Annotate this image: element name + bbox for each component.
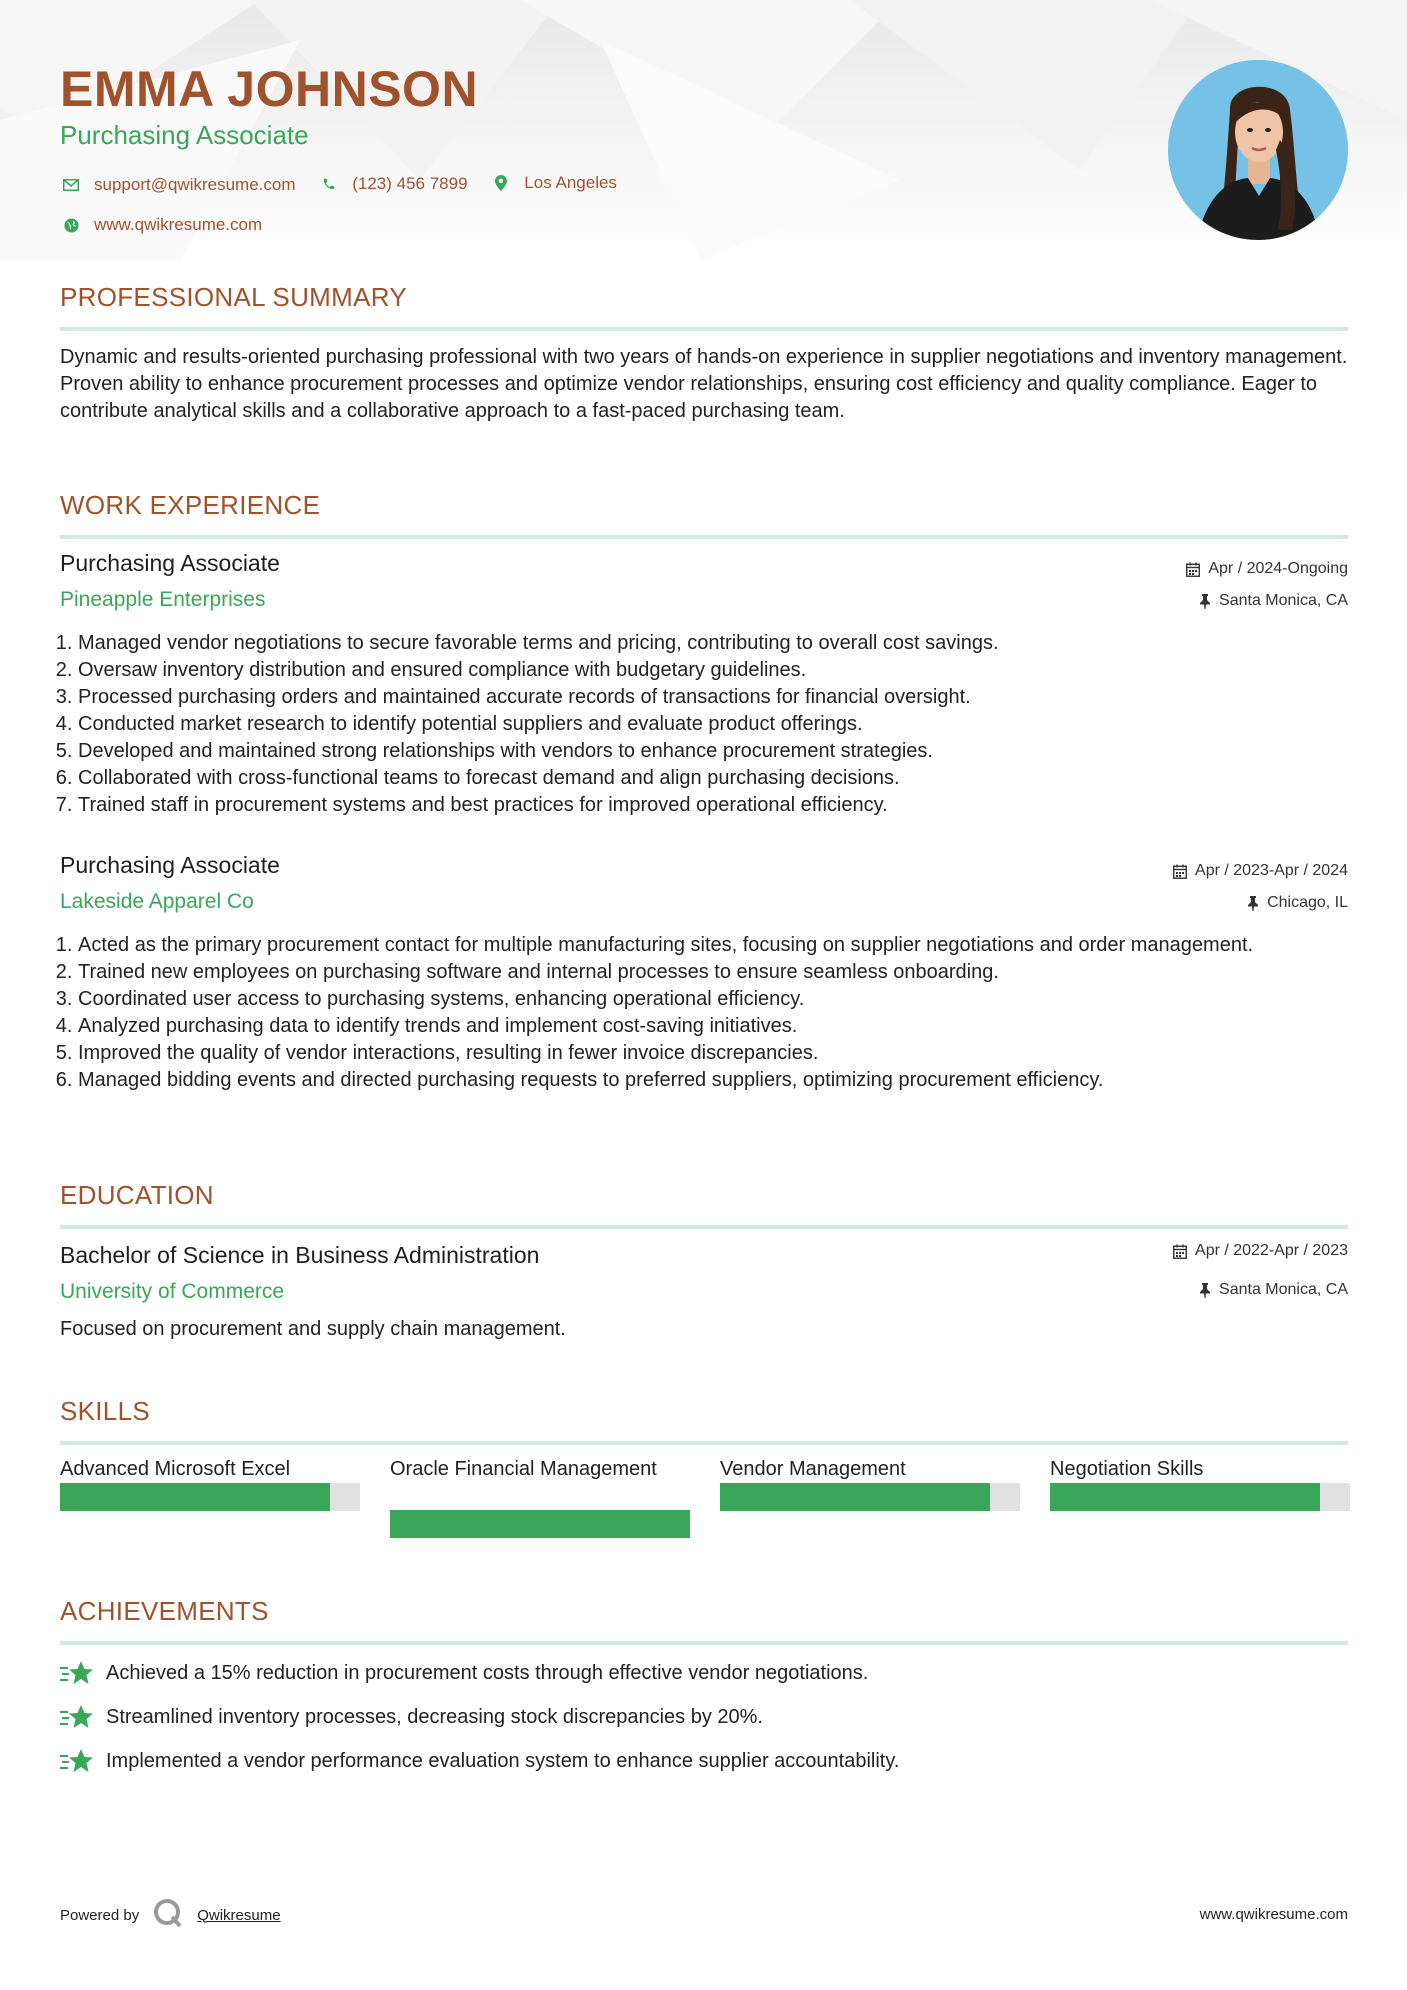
- list-item: 6. Collaborated with cross-functional teams to forecast demand and align purchasing decisions.: [78, 765, 1348, 792]
- education-dates: [1173, 1242, 1348, 1260]
- pushpin-icon: [1247, 896, 1259, 911]
- skill-bar-fill: [1050, 1483, 1320, 1511]
- section-divider: [60, 1225, 1348, 1229]
- email-text: support@qwikresume.com: [94, 175, 296, 194]
- skill-bar: [720, 1483, 1020, 1511]
- summary-section-header: [60, 282, 1348, 331]
- skill-item: [1050, 1456, 1350, 1511]
- location-text: Los Angeles: [524, 173, 617, 192]
- company-name: Lakeside Apparel Co: [60, 890, 254, 913]
- phone-icon: [318, 173, 340, 195]
- achievement-text: Achieved a 15% reduction in procurement costs through effective vendor negotiations.: [106, 1661, 869, 1684]
- website-text: www.qwikresume.com: [94, 215, 263, 234]
- globe-icon: [60, 214, 82, 236]
- contact-row: [60, 172, 635, 196]
- list-item: 4. Analyzed purchasing data to identify trends and implement cost-saving initiatives.: [78, 1013, 1348, 1040]
- list-item: 6. Managed bidding events and directed purchasing requests to preferred suppliers, optimizing procurement efficiency.: [78, 1067, 1348, 1094]
- footer-powered-by: [60, 1898, 281, 1932]
- job-title: Purchasing Associate: [60, 550, 280, 576]
- skill-bar: [1050, 1483, 1350, 1511]
- education-heading: EDUCATION: [60, 1180, 214, 1210]
- education-section-header: [60, 1180, 1348, 1229]
- section-divider: [60, 327, 1348, 331]
- job-location-text: Chicago, IL: [1267, 894, 1348, 911]
- achievement-item: [60, 1746, 899, 1776]
- phone-item[interactable]: [318, 173, 467, 195]
- skill-item: [390, 1456, 690, 1538]
- calendar-icon: [1173, 864, 1187, 879]
- star-badge-icon: [60, 1658, 96, 1688]
- summary-heading: PROFESSIONAL SUMMARY: [60, 282, 407, 312]
- list-item: 7. Trained staff in procurement systems and best practices for improved operational efficiency.: [78, 792, 1348, 819]
- job-dates: [1173, 862, 1348, 880]
- skill-name: Advanced Microsoft Excel: [60, 1458, 291, 1480]
- list-item: 2. Trained new employees on purchasing software and internal processes to ensure seamless onboarding.: [78, 959, 1348, 986]
- skill-bar-fill: [390, 1510, 690, 1538]
- school-name: University of Commerce: [60, 1280, 285, 1303]
- skill-bar-fill: [720, 1483, 990, 1511]
- degree-title: Bachelor of Science in Business Administration: [60, 1242, 540, 1268]
- company-name: Pineapple Enterprises: [60, 588, 266, 611]
- section-divider: [60, 1641, 1348, 1645]
- section-divider: [60, 535, 1348, 539]
- job-location: [1247, 894, 1348, 912]
- skill-name: Vendor Management: [720, 1458, 906, 1480]
- phone-text: (123) 456 7899: [352, 174, 468, 193]
- list-item: 4. Conducted market research to identify potential suppliers and evaluate product offerings.: [78, 711, 1348, 738]
- achievement-item: [60, 1658, 868, 1688]
- candidate-name: EMMA JOHNSON: [60, 61, 479, 117]
- job-bullets: [60, 932, 1348, 1094]
- calendar-icon: [1186, 562, 1200, 577]
- pushpin-icon: [1199, 594, 1211, 609]
- education-location: [1199, 1281, 1348, 1299]
- achievement-text: Implemented a vendor performance evaluation system to enhance supplier accountability.: [106, 1749, 900, 1772]
- job-dates-text: Apr / 2024-Ongoing: [1208, 560, 1348, 577]
- calendar-icon: [1173, 1244, 1187, 1259]
- job-location-text: Santa Monica, CA: [1219, 592, 1348, 609]
- skill-bar: [60, 1483, 360, 1511]
- education-note: Focused on procurement and supply chain management.: [60, 1318, 566, 1340]
- star-badge-icon: [60, 1702, 96, 1732]
- skills-section-header: [60, 1396, 1348, 1445]
- skill-item: [720, 1456, 1020, 1511]
- qwikresume-logo-icon: [153, 1898, 183, 1932]
- achievements-heading: ACHIEVEMENTS: [60, 1596, 269, 1626]
- avatar: [1168, 60, 1348, 240]
- brand-link[interactable]: Qwikresume: [197, 1906, 281, 1924]
- experience-heading: WORK EXPERIENCE: [60, 490, 321, 520]
- resume-page: [60, 0, 1348, 1990]
- list-item: 5. Improved the quality of vendor interactions, resulting in fewer invoice discrepancies.: [78, 1040, 1348, 1067]
- footer-website[interactable]: www.qwikresume.com: [1199, 1906, 1348, 1923]
- map-pin-icon: [490, 172, 512, 194]
- education-location-text: Santa Monica, CA: [1219, 1281, 1348, 1298]
- skill-item: [60, 1456, 360, 1511]
- achievement-text: Streamlined inventory processes, decreasing stock discrepancies by 20%.: [106, 1705, 763, 1728]
- job-title: Purchasing Associate: [60, 852, 280, 878]
- list-item: 1. Acted as the primary procurement contact for multiple manufacturing sites, focusing on supplier negotiations and order management.: [78, 932, 1348, 959]
- list-item: 1. Managed vendor negotiations to secure favorable terms and pricing, contributing to overall cost savings.: [78, 630, 1348, 657]
- job-dates-text: Apr / 2023-Apr / 2024: [1195, 862, 1348, 879]
- skill-bar: [390, 1510, 690, 1538]
- education-dates-text: Apr / 2022-Apr / 2023: [1195, 1242, 1348, 1259]
- location-item: [490, 172, 617, 194]
- experience-section-header: [60, 490, 1348, 539]
- summary-text: Dynamic and results-oriented purchasing professional with two years of hands-on experience in supplier negotiations and inventory management. Proven ability to enhance procurement processes and optimize vendor relationships, ensuring cost efficiency and quality compliance. Eager to contribute analytical skills and a collaborative approach to a fast-paced purchasing team.: [60, 346, 1348, 422]
- star-badge-icon: [60, 1746, 96, 1776]
- list-item: 3. Coordinated user access to purchasing systems, enhancing operational efficiency.: [78, 986, 1348, 1013]
- section-divider: [60, 1441, 1348, 1445]
- achievement-item: [60, 1702, 763, 1732]
- skill-name: Oracle Financial Management: [390, 1458, 657, 1480]
- pushpin-icon: [1199, 1283, 1211, 1298]
- list-item: 5. Developed and maintained strong relationships with vendors to enhance procurement strategies.: [78, 738, 1348, 765]
- skill-name: Negotiation Skills: [1050, 1458, 1204, 1480]
- envelope-icon: [60, 174, 82, 196]
- email-item[interactable]: [60, 174, 296, 196]
- list-item: 2. Oversaw inventory distribution and ensured compliance with budgetary guidelines.: [78, 657, 1348, 684]
- achievements-section-header: [60, 1596, 1348, 1645]
- skills-heading: SKILLS: [60, 1396, 150, 1426]
- skill-bar-fill: [60, 1483, 330, 1511]
- powered-by-label: Powered by: [60, 1906, 140, 1924]
- job-location: [1199, 592, 1348, 610]
- job-dates: [1186, 560, 1348, 578]
- job-bullets: [60, 630, 1348, 819]
- list-item: 3. Processed purchasing orders and maintained accurate records of transactions for financial oversight.: [78, 684, 1348, 711]
- website-item[interactable]: [60, 214, 262, 236]
- candidate-title: Purchasing Associate: [60, 120, 309, 150]
